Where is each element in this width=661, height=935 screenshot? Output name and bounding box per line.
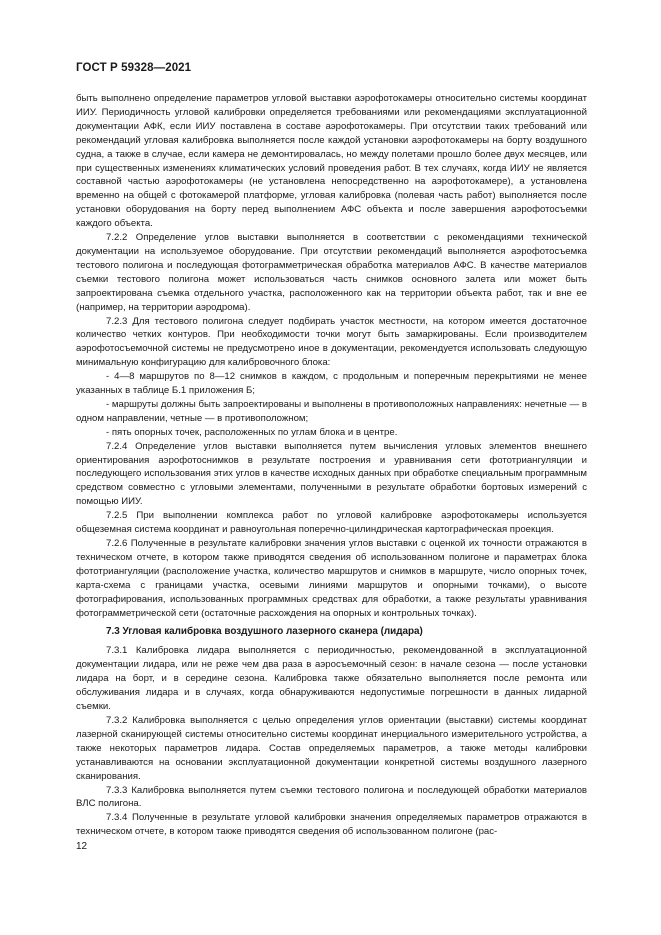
paragraph-7-3-1: 7.3.1 Калибровка лидара выполняется с периодичностью, рекомендованной в эксплуатационной документации лидара, или не реже чем два раза в аэросъемочный сезон: в начале сезона — после установки лидара на борт, и в середине сезона. Калибровка также обязательно выполняется после ремонта или обслуживания лидара и в случаях, когда обнаруживаются недопустимые погрешности в данных лидарной съемки. [76,645,587,713]
paragraph-7-2-6: 7.2.6 Полученные в результате калибровки значения углов выставки с оценкой их точности отражаются в техническом отчете, в котором также приводятся сведения об использованном полигоне и параметрах блока фототриангуляции (расположение участка, количество маршрутов и снимков в маршруте, число опорных точек, карта-схема с границами участка, осевыми линиями маршрутов и опорными точками), о высоте фотографирования, использованных программных средствах для обработки, а также результаты уравнивания фотограмметрической сети (остаточные расхождения на опорных и контрольных точках). [76,538,587,619]
document-code-header: ГОСТ Р 59328—2021 [76,62,192,74]
section-heading-7-3: 7.3 Угловая калибровка воздушного лазерного сканера (лидара) [106,626,423,638]
paragraph-7-3-2: 7.3.2 Калибровка выполняется с целью определения углов ориентации (выставки) системы координат лазерной сканирующей системы относительно системы координат инерциального измерительного устройства, а также некоторых параметров лидара. Состав определяемых параметров, а также методы калибровки устанавливаются на основании эксплуатационной документации конкретной системы воздушного лазерного сканирования. [76,714,587,782]
list-item-routes: - 4—8 маршрутов по 8—12 снимков в каждом, с продольным и поперечным перекрытиями не менее указанных в таблице Б.1 приложения Б; [76,371,587,397]
paragraph-7-2-2: 7.2.2 Определение углов выставки выполняется в соответствии с рекомендациями технической документации на используемое оборудование. При отсутствии рекомендаций выполняется аэрофотосъемка тестового полигона и последующая фотограмметрическая обработка материалов АФС. В качестве материалов съемки тестового полигона может использоваться часть снимков основного залета или может быть запроектирована съемка отдельного участка, расположенного как на территории объекта работ, так и вне ее (например, на территории аэродрома). [76,232,587,313]
page-number: 12 [76,841,88,852]
list-item-directions: - маршруты должны быть запроектированы и выполнены в противоположных направлениях: нечетные — в одном направлении, четные — в противоположном; [76,398,587,424]
paragraph-7-2-4: 7.2.4 Определение углов выставки выполняется путем вычисления угловых элементов внешнего ориентирования аэрофотоснимков в результате построения и уравнивания сети фототриангуляции и последующего использования этих углов в качестве исходных данных при обработке специальным программным средством совместно с угловыми элементами, полученными в результате обработки бортовых измерений с помощью ИИУ. [76,440,587,508]
paragraph-7-2-5: 7.2.5 При выполнении комплекса работ по угловой калибровке аэрофотокамеры используется общеземная система координат и равноугольная поперечно-цилиндрическая картографическая проекция. [76,510,587,536]
paragraph-continuation: быть выполнено определение параметров угловой выставки аэрофотокамеры относительно системы координат ИИУ. Периодичность угловой калибровки определяется требованиями или рекомендациями эксплуатационной документации АФК, если ИИУ поставлена в составе аэрофотокамеры. При отсутствии таких требований или рекомендаций угловая калибровка выполняется после каждой установки аэрофотокамеры на борту воздушного судна, а также в случае, если камера не демонтировалась, но между полетами прошло более двух месяцев, или при существенных изменениях климатических условий проведения работ. В тех случаях, когда ИИУ не является составной частью аэрофотокамеры (не установлена непосредственно на аэрофотокамере), а установлена временно на общей с фотокамерой платформе, угловая калибровка (полевая часть работ) выполняется после установки оборудования на борту перед выполнением АФС объекта и после завершения аэрофотосъемки каждого объекта. [76,93,587,230]
list-item-control-points: - пять опорных точек, расположенных по углам блока и в центре. [106,426,398,438]
paragraph-7-3-4: 7.3.4 Полученные в результате угловой калибровки значения определяемых параметров отражаются в техническом отчете, в котором также приводятся сведения об использованном полигоне (рас- [76,812,587,838]
document-body [76,92,587,839]
paragraph-7-3-3: 7.3.3 Калибровка выполняется путем съемки тестового полигона и последующей обработки материалов ВЛС полигона. [76,784,587,810]
paragraph-7-2-3: 7.2.3 Для тестового полигона следует подбирать участок местности, на котором имеется достаточное количество четких контуров. При необходимости точки могут быть замаркированы. Если производителем аэрофотосъемочной системы не предусмотрено иное в документации, рекомендуется использовать следующую минимальную конфигурацию для калибровочного блока: [76,315,587,369]
